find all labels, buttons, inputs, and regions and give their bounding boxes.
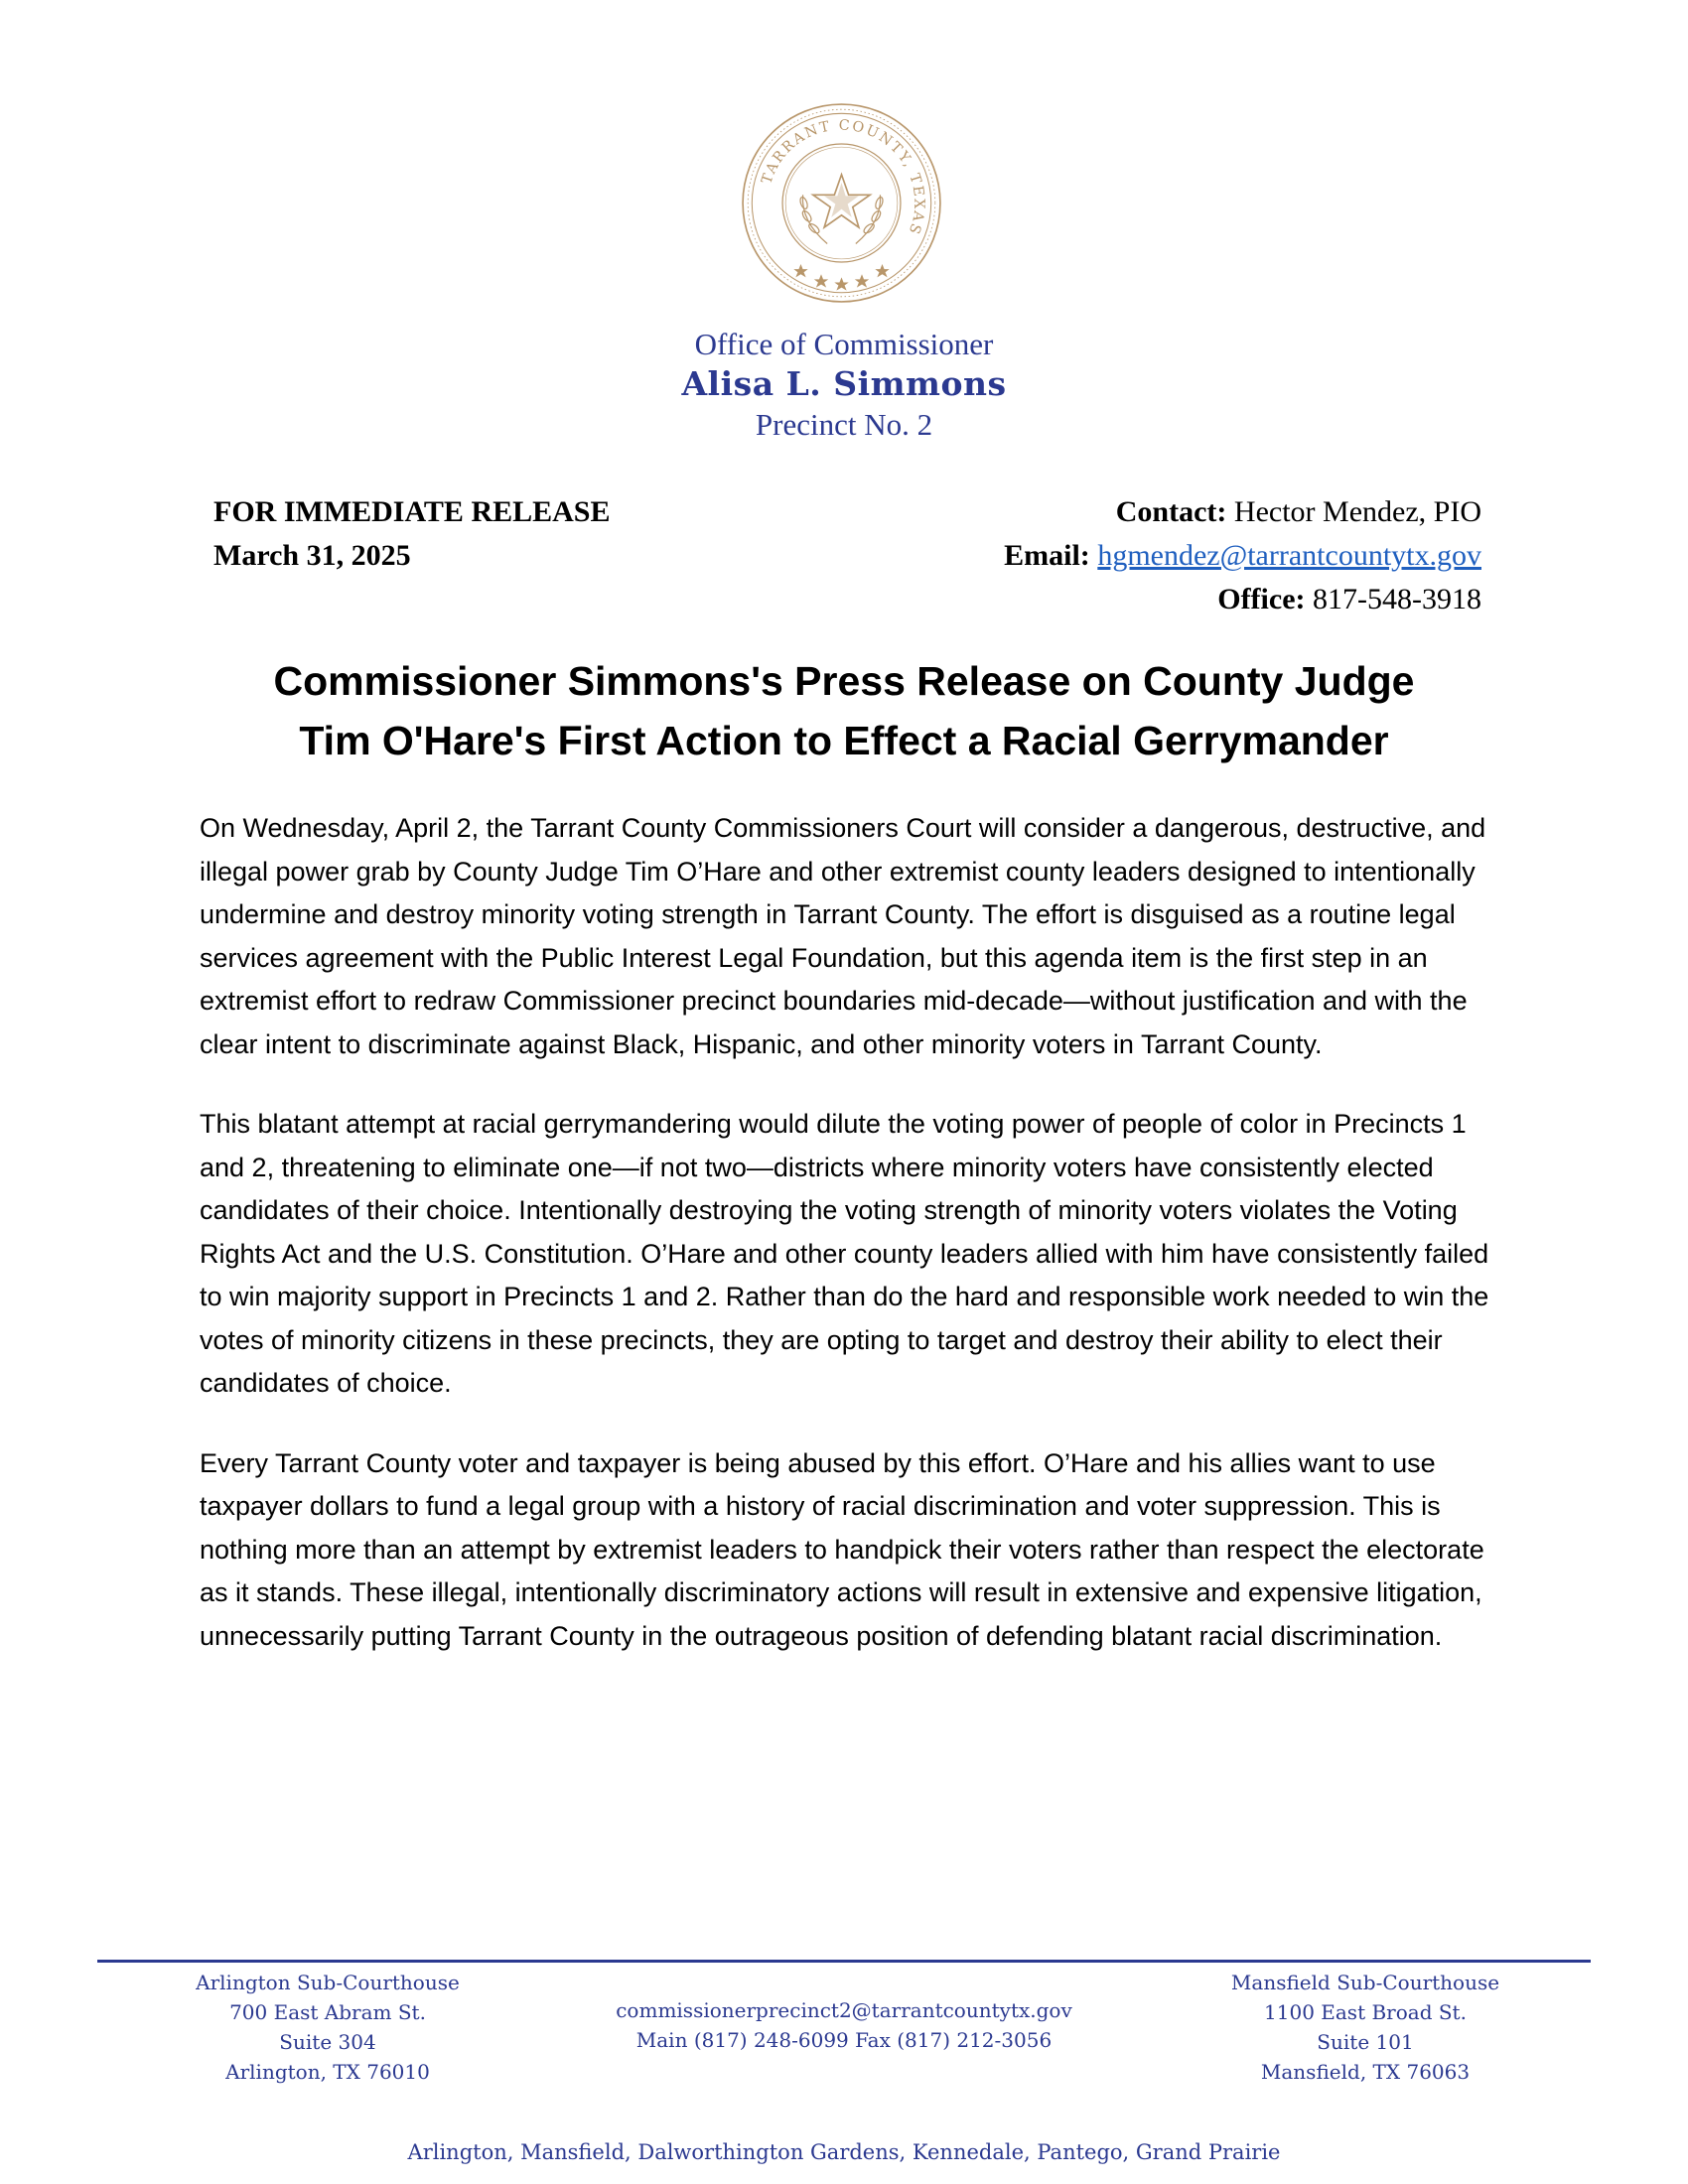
- footer-email[interactable]: commissionerprecinct2@tarrantcountytx.gov: [616, 1998, 1072, 2022]
- email-link[interactable]: hgmendez@tarrantcountytx.gov: [1097, 539, 1481, 572]
- footer-arlington-address: [164, 1968, 492, 2087]
- contact-label: Contact:: [1115, 495, 1227, 528]
- title-line-1: Commissioner Simmons's Press Release on County Judge: [273, 658, 1415, 704]
- mansfield-street: 1100 East Broad St.: [1264, 2000, 1467, 2024]
- commissioner-name: Alisa L. Simmons: [681, 364, 1007, 403]
- body-paragraph-1: On Wednesday, April 2, the Tarrant County Commissioners Court will consider a dangerous, destructive, and illegal power grab by County Judge Tim O’Hare and other extremist county leaders designed to intentionally undermine and destroy minority voting strength in Tarrant County. The effort is disguised as a routine legal services agreement with the Public Interest Legal Foundation, but this agenda item is the first step in an extremist effort to redraw Commissioner precinct boundaries mid-decade—without justification and with the clear intent to discriminate against Black, Hispanic, and other minority voters in Tarrant County.: [200, 813, 1486, 1059]
- press-release-body: [200, 807, 1490, 1695]
- body-paragraph-3: Every Tarrant County voter and taxpayer is being abused by this effort. O’Hare and his allies want to use taxpayer dollars to fund a legal group with a history of racial discrimination and voter suppression. This is nothing more than an attempt by extremist leaders to handpick their voters rather than respect the electorate as it stands. These illegal, intentionally discriminatory actions will result in extensive and expensive litigation, unnecessarily putting Tarrant County in the outrageous position of defending blatant racial discrimination.: [200, 1447, 1484, 1651]
- contact-value: Hector Mendez, PIO: [1233, 495, 1481, 528]
- office-phone-label: Office:: [1217, 583, 1306, 615]
- release-date: March 31, 2025: [213, 539, 411, 572]
- footer-phones: Main (817) 248-6099 Fax (817) 212-3056: [635, 2028, 1053, 2052]
- arlington-street: 700 East Abram St.: [229, 2000, 426, 2024]
- tarrant-county-seal: [740, 101, 943, 305]
- email-line: [1004, 534, 1481, 578]
- press-release-title: [0, 651, 1688, 770]
- email-label: Email:: [1004, 539, 1090, 572]
- footer-mansfield-address: [1201, 1968, 1529, 2087]
- body-paragraph-2: This blatant attempt at racial gerrymandering would dilute the voting power of people of color in Precincts 1 and 2, threatening to eliminate one—if not two—districts where minority voters have consistently elected candidates of their choice. Intentionally destroying the voting strength of minority voters violates the Voting Rights Act and the U.S. Constitution. O’Hare and other county leaders allied with him have consistently failed to win majority support in Precincts 1 and 2. Rather than do the hard and responsible work needed to win the votes of minority citizens in these precincts, they are opting to target and destroy their ability to elect their candidates of choice.: [200, 1109, 1489, 1398]
- footer-contact: [586, 1995, 1102, 2055]
- contact-info: [1004, 490, 1481, 621]
- title-line-2: Tim O'Hare's First Action to Effect a Racial Gerrymander: [299, 718, 1389, 763]
- office-phone-value: 817-548-3918: [1313, 583, 1481, 615]
- footer-divider: [97, 1960, 1591, 1963]
- arlington-courthouse-name: Arlington Sub-Courthouse: [196, 1971, 460, 1994]
- seal-text: TARRANT COUNTY, TEXAS: [759, 117, 927, 238]
- arlington-city: Arlington, TX 76010: [225, 2060, 430, 2084]
- release-info: [213, 490, 611, 578]
- contact-line: [1004, 490, 1481, 534]
- mansfield-suite: Suite 101: [1317, 2030, 1414, 2054]
- office-header: [0, 326, 1688, 445]
- precinct-label: Precinct No. 2: [755, 407, 933, 442]
- footer-cities: Arlington, Mansfield, Dalworthington Gardens, Kennedale, Pantego, Grand Prairie: [407, 2140, 1281, 2164]
- release-status: FOR IMMEDIATE RELEASE: [213, 495, 611, 528]
- arlington-suite: Suite 304: [279, 2030, 376, 2054]
- mansfield-courthouse-name: Mansfield Sub-Courthouse: [1230, 1971, 1500, 1994]
- mansfield-city: Mansfield, TX 76063: [1260, 2060, 1471, 2084]
- office-title: Office of Commissioner: [694, 327, 994, 361]
- office-phone-line: [1004, 578, 1481, 621]
